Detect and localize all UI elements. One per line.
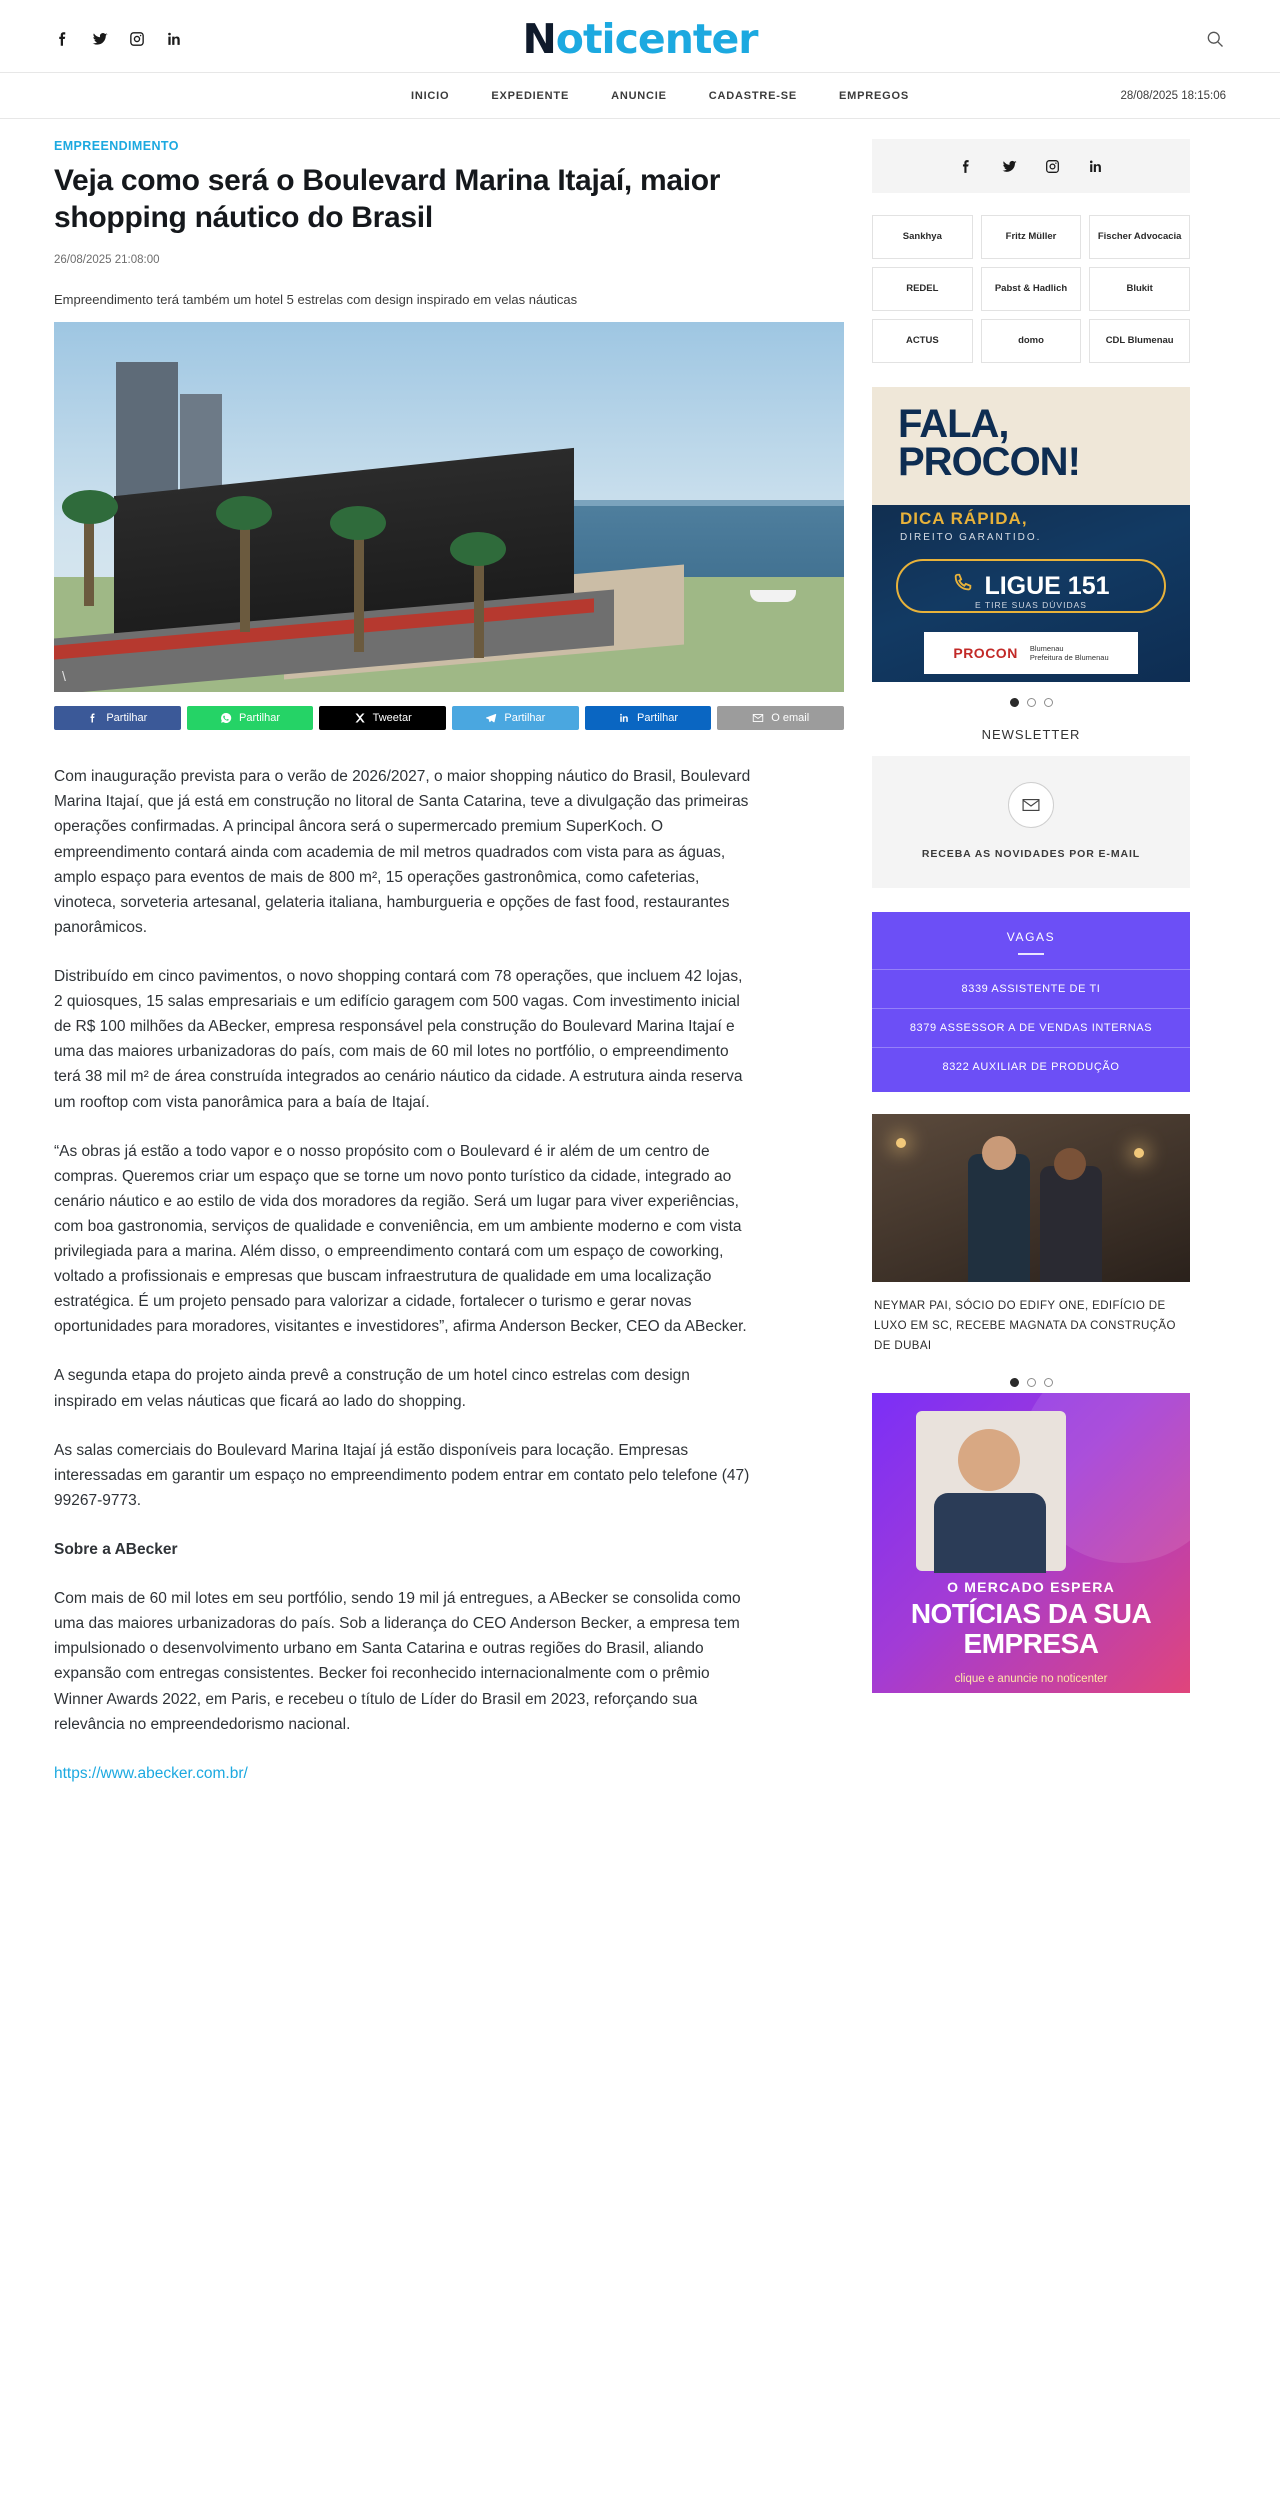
nav-item-expediente[interactable]: EXPEDIENTE bbox=[491, 89, 570, 102]
share-telegram-label: Partilhar bbox=[504, 712, 546, 725]
newsletter-title: NEWSLETTER bbox=[981, 727, 1081, 742]
facebook-icon[interactable] bbox=[54, 30, 72, 48]
sponsor-logo[interactable]: ACTUS bbox=[872, 319, 973, 363]
share-facebook-button[interactable] bbox=[54, 706, 181, 730]
current-datetime: 28/08/2025 18:15:06 bbox=[1120, 89, 1226, 102]
share-email-label: O email bbox=[771, 712, 810, 725]
share-facebook-label: Partilhar bbox=[106, 712, 148, 725]
sponsor-logo-grid bbox=[872, 215, 1190, 363]
advertise-banner-line1: O MERCADO ESPERA bbox=[947, 1579, 1115, 1596]
article-paragraph-3: “As obras já estão a todo vapor e o nosso propósito com o Boulevard é ir além de um centro de compras. Queremos criar um espaço que se torne um novo ponto turístico da cidade, integrado ao cenário náutico e ao estilo de vida dos moradores da região. Será um lugar para viver experiências, com boa gastronomia, serviços de qualidade e conveniência, em um ambiente moderno e com vista privilegiada para a marina. Além disso, o empreendimento contará com um espaço de coworking, voltado a profissionais e empresas que buscam infraestrutura de qualidade em uma localização estratégica. É um projeto pensado para valorizar a cidade, fortalecer o turismo e gerar novas oportunidades para moradores, visitantes e investidores”, afirma Anderson Becker, CEO da ABecker. bbox=[54, 1142, 747, 1336]
search-icon[interactable] bbox=[1204, 28, 1226, 50]
newsletter-text: RECEBA AS NOVIDADES POR E-MAIL bbox=[921, 848, 1141, 860]
whatsapp-icon bbox=[220, 712, 232, 724]
share-whatsapp-button[interactable] bbox=[187, 706, 314, 730]
article-paragraph-2: Distribuído em cinco pavimentos, o novo shopping contará com 78 operações, que incluem 42 lojas, 2 quiosques, 15 salas empresariais e um edifício garagem com 500 vagas. Com investimento inicial de R$ 100 milhões da ABecker, empresa responsável pela construção do Boulevard Marina Itajaí e uma das maiores urbanizadoras do país, com mais de 60 mil lotes no portfólio, o empreendimento terá 38 mil m² de área construída integrados ao cenário náutico da cidade. A estrutura ainda reserva um rooftop com vista panorâmica para a baía de Itajaí. bbox=[54, 967, 743, 1111]
jobs-widget bbox=[872, 912, 1190, 1092]
share-twitter-button[interactable] bbox=[319, 706, 446, 730]
procon-banner-cta: LIGUE 151 bbox=[984, 571, 1110, 600]
nav-item-cadastre-se[interactable]: CADASTRE-SE bbox=[708, 89, 798, 102]
article-subheadline: Empreendimento terá também um hotel 5 estrelas com design inspirado em velas náuticas bbox=[54, 292, 578, 308]
job-item[interactable]: 8339 ASSISTENTE DE TI bbox=[872, 969, 1190, 1008]
carousel-dot-3[interactable] bbox=[1044, 698, 1053, 707]
newsletter-box[interactable] bbox=[872, 756, 1190, 888]
sidebar bbox=[872, 139, 1190, 1810]
sponsor-logo[interactable]: Fritz Müller bbox=[981, 215, 1082, 259]
share-telegram-button[interactable] bbox=[452, 706, 579, 730]
procon-banner-cta-sub: E TIRE SUAS DÚVIDAS bbox=[975, 600, 1087, 610]
procon-banner-line2: PROCON! bbox=[898, 440, 1080, 484]
share-twitter-label: Tweetar bbox=[372, 712, 412, 725]
linkedin-icon[interactable] bbox=[165, 30, 183, 48]
article-paragraph-1: Com inauguração prevista para o verão de 2026/2027, o maior shopping náutico do Brasil, Boulevard Marina Itajaí, que já está em construção no litoral de Santa Catarina, teve a divulgação das primeiras operações confirmadas. A principal âncora será o supermercado premium SuperKoch. O empreendimento contará ainda com academia de mil metros quadrados com vista para as águas, amplo espaço para eventos de mais de 800 m², 15 operações gastronômica, como cafeterias, vinoteca, sorveteria artesanal, gelateria italiana, hamburgueria e opções de fast food, restaurantes panorâmicos. bbox=[54, 768, 751, 936]
news-carousel-dot-1[interactable] bbox=[1010, 1378, 1019, 1387]
envelope-icon bbox=[752, 712, 764, 724]
related-news-image bbox=[872, 1114, 1190, 1282]
logo-text-accent: oticenter bbox=[555, 15, 758, 63]
advertise-banner-line2: NOTÍCIAS DA SUA EMPRESA bbox=[910, 1598, 1152, 1659]
page-title: Veja como será o Boulevard Marina Itajaí, maior shopping náutico do Brasil bbox=[54, 164, 721, 234]
sponsor-logo[interactable]: Blukit bbox=[1089, 267, 1190, 311]
nav-item-empregos[interactable]: EMPREGOS bbox=[839, 89, 910, 102]
telegram-icon bbox=[485, 712, 497, 724]
instagram-icon[interactable] bbox=[128, 30, 146, 48]
facebook-icon bbox=[87, 712, 99, 724]
advertise-banner-line3: clique e anuncie no noticenter bbox=[954, 1673, 1108, 1686]
sponsor-logo[interactable]: Sankhya bbox=[872, 215, 973, 259]
logo-text-primary: N bbox=[522, 15, 556, 63]
share-linkedin-label: Partilhar bbox=[637, 712, 678, 725]
nav-item-anuncie[interactable]: ANUNCIE bbox=[611, 89, 667, 102]
article-paragraph-5: As salas comerciais do Boulevard Marina Itajaí já estão disponíveis para locação. Empresas interessadas em garantir um espaço no empreendimento podem entrar em contato pelo telefone (47) 99267-9773. bbox=[54, 1441, 750, 1509]
carousel-dot-1[interactable] bbox=[1010, 698, 1019, 707]
sponsor-logo[interactable]: CDL Blumenau bbox=[1089, 319, 1190, 363]
site-header bbox=[0, 0, 1280, 72]
news-carousel-dot-2[interactable] bbox=[1027, 1378, 1036, 1387]
site-logo bbox=[0, 15, 1280, 63]
procon-banner[interactable] bbox=[872, 387, 1190, 682]
procon-banner-tip2: DIREITO GARANTIDO. bbox=[900, 532, 1042, 543]
article-main bbox=[54, 139, 844, 1810]
news-carousel-dots bbox=[872, 1362, 1190, 1393]
article-paragraph-6: Com mais de 60 mil lotes em seu portfólio, sendo 19 mil já entregues, a ABecker se consolida como uma das maiores urbanizadoras do país. Sob a liderança do CEO Anderson Becker, a empresa tem impulsionado o desenvolvimento urbano em Santa Catarina e outras regiões do Brasil, aliando expansão com entregas consistentes. Becker foi reconhecido internacionalmente com o prêmio Winner Awards 2022, em Paris, e recebeu o título de Líder do Brasil em 2023, reforçando sua relevância no empreendedorismo nacional. bbox=[54, 1590, 741, 1733]
procon-brand: PROCON bbox=[953, 645, 1018, 661]
sponsor-logo[interactable]: Fischer Advocacia bbox=[1089, 215, 1190, 259]
article-body bbox=[54, 764, 844, 1786]
procon-brand-sub: Blumenau bbox=[1029, 644, 1064, 653]
article-hero-image: \ bbox=[54, 322, 844, 692]
share-bar bbox=[54, 706, 844, 730]
procon-banner-tip: DICA RÁPIDA, bbox=[900, 509, 1028, 528]
linkedin-icon bbox=[618, 712, 630, 724]
sponsor-logo[interactable]: domo bbox=[981, 319, 1082, 363]
article-publish-date: 26/08/2025 21:08:00 bbox=[54, 254, 160, 267]
article-category[interactable]: EMPREENDIMENTO bbox=[54, 139, 179, 153]
twitter-icon[interactable] bbox=[1001, 158, 1018, 175]
jobs-title: VAGAS bbox=[1006, 930, 1056, 944]
procon-banner-line1: FALA, bbox=[898, 402, 1009, 446]
header-social-links bbox=[54, 30, 183, 48]
related-news-title: NEYMAR PAI, SÓCIO DO EDIFY ONE, EDIFÍCIO DE LUXO EM SC, RECEBE MAGNATA DA CONSTRUÇÃO DE DUBAI bbox=[874, 1300, 1176, 1353]
twitter-x-icon bbox=[354, 712, 366, 724]
main-navigation bbox=[0, 72, 1280, 119]
sponsor-logo[interactable]: Pabst & Hadlich bbox=[981, 267, 1082, 311]
carousel-dot-2[interactable] bbox=[1027, 698, 1036, 707]
facebook-icon[interactable] bbox=[958, 158, 975, 175]
article-paragraph-4: A segunda etapa do projeto ainda prevê a construção de um hotel cinco estrelas com design inspirado em velas náuticas que ficará ao lado do shopping. bbox=[54, 1367, 690, 1410]
phone-icon bbox=[952, 572, 974, 601]
article-external-link[interactable]: https://www.abecker.com.br/ bbox=[54, 1764, 248, 1782]
article-section-heading: Sobre a ABecker bbox=[54, 1541, 178, 1559]
instagram-icon[interactable] bbox=[1044, 158, 1061, 175]
sponsor-logo[interactable]: REDEL bbox=[872, 267, 973, 311]
news-carousel-dot-3[interactable] bbox=[1044, 1378, 1053, 1387]
sidebar-social-links bbox=[872, 139, 1190, 193]
share-email-button[interactable] bbox=[717, 706, 844, 730]
linkedin-icon[interactable] bbox=[1087, 158, 1104, 175]
advertise-banner[interactable] bbox=[872, 1393, 1190, 1693]
banner-carousel-dots bbox=[872, 682, 1190, 713]
share-linkedin-button[interactable] bbox=[585, 706, 712, 730]
procon-brand-sub2: Prefeitura de Blumenau bbox=[1029, 653, 1109, 662]
related-news-card[interactable] bbox=[872, 1114, 1190, 1356]
envelope-icon bbox=[1008, 782, 1054, 828]
job-item[interactable]: 8322 AUXILIAR DE PRODUÇÃO bbox=[872, 1047, 1190, 1086]
nav-item-inicio[interactable]: INICIO bbox=[410, 89, 450, 102]
share-whatsapp-label: Partilhar bbox=[239, 712, 280, 725]
twitter-icon[interactable] bbox=[91, 30, 109, 48]
job-item[interactable]: 8379 ASSESSOR A DE VENDAS INTERNAS bbox=[872, 1008, 1190, 1047]
